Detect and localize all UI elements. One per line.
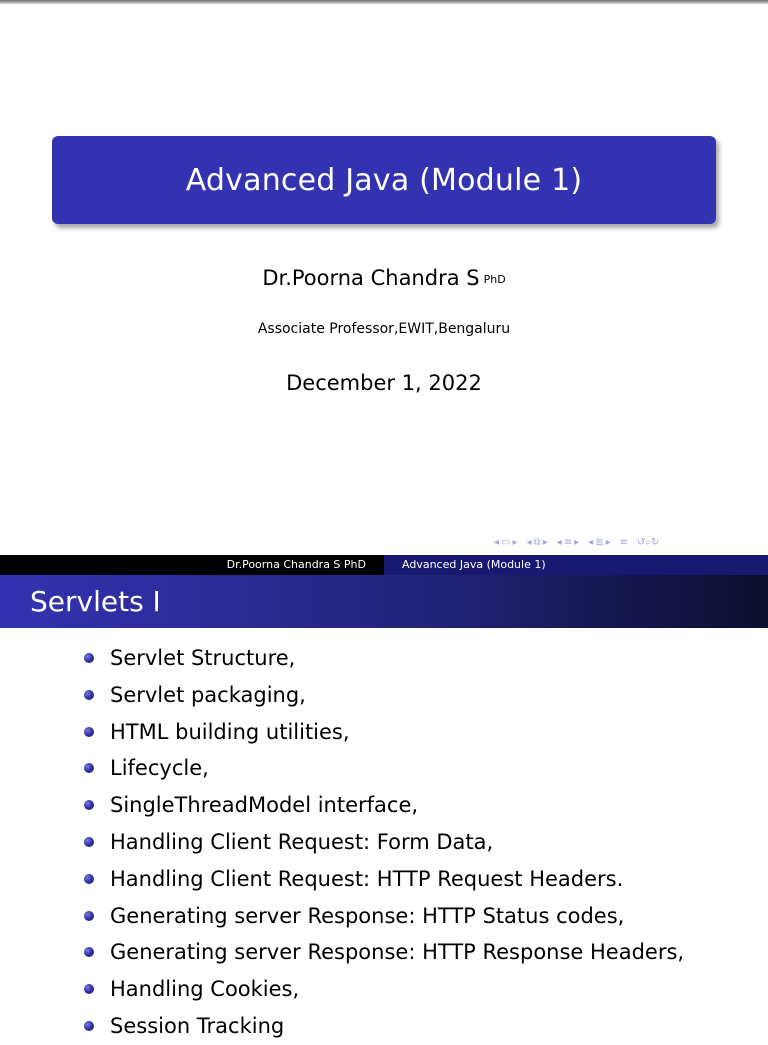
list-item: Handling Cookies, (84, 971, 684, 1008)
bullet-icon (84, 800, 94, 810)
footline-author: Dr.Poorna Chandra S PhD (0, 555, 384, 575)
nav-next-arrow-icon[interactable]: ▸ (574, 537, 580, 548)
nav-section-group[interactable] (557, 538, 579, 548)
bullet-icon (84, 653, 94, 663)
presentation-title: Advanced Java (Module 1) (185, 162, 583, 198)
nav-section-icon[interactable]: ≡ (563, 537, 573, 548)
beamer-navigation-bar (494, 536, 659, 550)
nav-prev-arrow-icon[interactable]: ◂ (556, 537, 562, 548)
frame-title-bar (0, 575, 768, 628)
nav-subsection-group[interactable] (527, 538, 548, 548)
nav-prev-arrow-icon[interactable]: ◂ (526, 537, 532, 548)
bullet-icon (84, 984, 94, 994)
title-slide (0, 4, 768, 555)
bullet-icon (84, 837, 94, 847)
nav-search-icon[interactable]: ↺⌕↻ (637, 537, 660, 548)
list-item: Generating server Response: HTTP Response Headers, (84, 934, 684, 971)
list-item: Lifecycle, (84, 750, 684, 787)
title-box (52, 136, 716, 224)
list-item: Handling Client Request: HTTP Request Headers. (84, 861, 684, 898)
topic-list (84, 640, 684, 1045)
nav-align-icon[interactable]: ≡ (619, 537, 629, 548)
bullet-icon (84, 1021, 94, 1031)
bullet-icon (84, 874, 94, 884)
list-item: HTML building utilities, (84, 714, 684, 751)
frame-title: Servlets I (30, 585, 161, 618)
nav-frame-group[interactable] (494, 538, 518, 548)
author-affiliation: Associate Professor,EWIT,Bengaluru (257, 321, 511, 337)
footline-title: Advanced Java (Module 1) (384, 555, 768, 575)
bullet-icon (84, 911, 94, 921)
beamer-footline (0, 555, 768, 575)
author-degree: PhD (483, 273, 506, 286)
presentation-date: December 1, 2022 (286, 371, 482, 395)
list-item: Servlet Structure, (84, 640, 684, 677)
nav-subsection-icon[interactable]: ⧉ (533, 537, 541, 548)
author-name: Dr.Poorna Chandra S (262, 266, 480, 290)
bullet-icon (84, 727, 94, 737)
bullet-icon (84, 947, 94, 957)
author-line (0, 266, 768, 290)
list-item: Session Tracking (84, 1008, 684, 1045)
nav-next-arrow-icon[interactable]: ▸ (542, 537, 548, 548)
nav-frame-icon[interactable]: ▭ (501, 537, 511, 548)
nav-part-group[interactable] (588, 538, 610, 548)
nav-next-arrow-icon[interactable]: ▸ (605, 537, 611, 548)
nav-prev-arrow-icon[interactable]: ◂ (588, 537, 594, 548)
bullet-icon (84, 690, 94, 700)
list-item: Servlet packaging, (84, 677, 684, 714)
nav-prev-arrow-icon[interactable]: ◂ (494, 537, 500, 548)
nav-next-arrow-icon[interactable]: ▸ (512, 537, 518, 548)
list-item: SingleThreadModel interface, (84, 787, 684, 824)
bullet-icon (84, 763, 94, 773)
list-item: Handling Client Request: Form Data, (84, 824, 684, 861)
nav-part-icon[interactable]: ≣ (595, 537, 604, 548)
list-item: Generating server Response: HTTP Status codes, (84, 898, 684, 935)
